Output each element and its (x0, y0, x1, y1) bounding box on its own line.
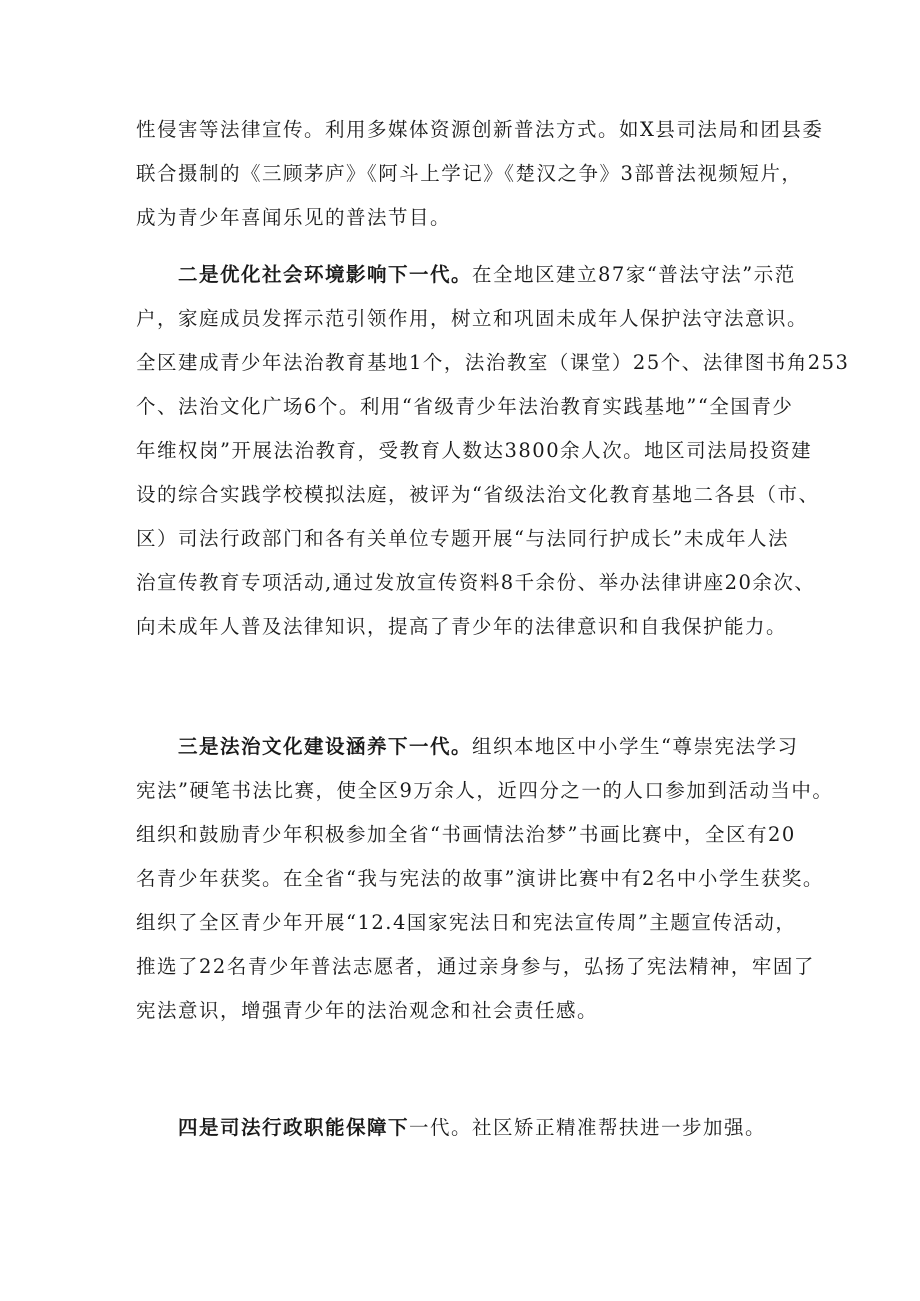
paragraph-heading: 四是司法行政职能保障下 (178, 1116, 410, 1139)
paragraph-first-line-text: 一代。社区矫正精准帮扶进一步加强。 (409, 1116, 767, 1139)
paragraph-4 (136, 1106, 796, 1150)
paragraph-line: 宪法意识，增强青少年的法治观念和社会责任感。 (136, 999, 599, 1022)
paragraph-heading: 三是法治文化建设涵养下一代。 (178, 735, 473, 758)
paragraph-line: 宪法”硬笔书法比赛，使全区9万余人，近四分之一的人口参加到活动当中。 (136, 779, 834, 802)
paragraph-1 (136, 108, 824, 240)
paragraph-line: 个、法治文化广场6个。利用“省级青少年法治教育实践基地”“全国青少 (136, 395, 794, 418)
paragraph-line: 性侵害等法律宣传。利用多媒体资源创新普法方式。如X县司法局和团县委 (136, 118, 824, 141)
paragraph-heading: 二是优化社会环境影响下一代。 (178, 263, 473, 286)
paragraph-line: 设的综合实践学校模拟法庭，被评为“省级法治文化教育基地二各县（市、 (136, 483, 820, 506)
paragraph-2 (136, 253, 850, 649)
paragraph-first-line (136, 1106, 796, 1150)
paragraph-line: 年维权岗”开展法治教育，受教育人数达3800余人次。地区司法局投资建 (136, 439, 813, 462)
paragraph-line: 治宣传教育专项活动,通过发放宣传资料8千余份、举办法律讲座20余次、 (136, 571, 816, 594)
paragraph-first-line (136, 253, 796, 297)
paragraph-first-line-text: 组织本地区中小学生“尊崇宪法学习 (472, 735, 799, 758)
paragraph-first-line-text: 在全地区建立87家“普法守法”示范 (472, 263, 796, 286)
paragraph-first-line (136, 725, 799, 769)
paragraph-line: 向未成年人普及法律知识，提高了青少年的法律意识和自我保护能力。 (136, 615, 788, 638)
paragraph-line: 名青少年获奖。在全省“我与宪法的故事”演讲比赛中有2名中小学生获奖。 (136, 867, 824, 890)
paragraph-line: 区）司法行政部门和各有关单位专题开展“与法同行护成长”未成年人法 (136, 527, 789, 550)
paragraph-line: 联合摄制的《三顾茅庐》《阿斗上学记》《楚汉之争》3部普法视频短片， (136, 162, 803, 185)
paragraph-line: 全区建成青少年法治教育基地1个，法治教室（课堂）25个、法律图书角253 (136, 351, 850, 374)
paragraph-line: 组织了全区青少年开展“12.4国家宪法日和宪法宣传周”主题宣传活动， (136, 911, 797, 934)
paragraph-line: 推选了22名青少年普法志愿者，通过亲身参与，弘扬了宪法精神，牢固了 (136, 955, 815, 978)
paragraph-3 (136, 725, 834, 1033)
paragraph-line: 成为青少年喜闻乐见的普法节目。 (136, 206, 452, 229)
paragraph-line: 组织和鼓励青少年积极参加全省“书画情法治梦”书画比赛中，全区有20 (136, 823, 796, 846)
paragraph-line: 户，家庭成员发挥示范引领作用，树立和巩固未成年人保护法守法意识。 (136, 307, 809, 330)
